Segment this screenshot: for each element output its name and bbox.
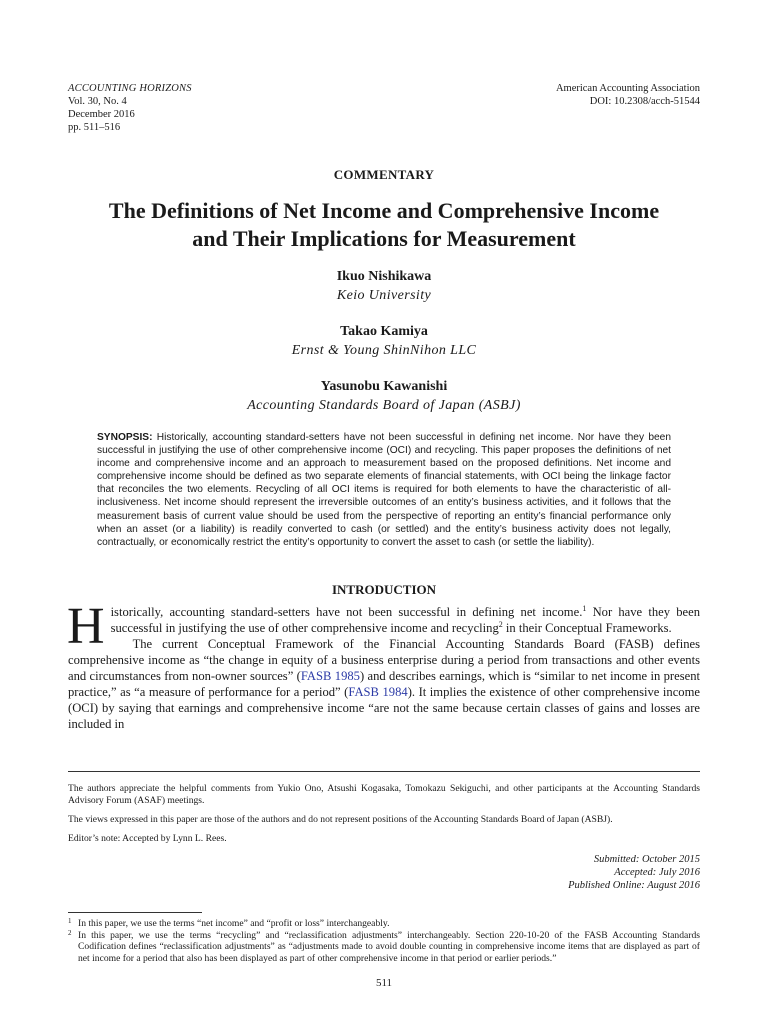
footnote-ref[interactable]: 1 [582, 603, 587, 613]
submission-dates [568, 853, 700, 892]
page-number: 511 [375, 977, 393, 989]
text-run: ). It implies the existence of other comprehensive income (OCI) by saying that earnings and comprehensive income “are not the same because certain classes of gains and losses are included in [68, 685, 700, 731]
accepted-date: Accepted: July 2016 [614, 867, 700, 878]
introduction-body [67, 598, 700, 732]
drop-cap: H [67, 598, 105, 655]
author-name: Ikuo Nishikawa [336, 269, 432, 284]
text-run: istorically, accounting standard-setters have not been successful in defining net income. [110, 605, 583, 619]
volume-issue: Vol. 30, No. 4 [68, 96, 127, 107]
footnote-ref[interactable]: 2 [498, 619, 503, 629]
title-line-2: and Their Implications for Measurement [192, 226, 576, 251]
article-title [60, 197, 708, 253]
issue-date: December 2016 [68, 109, 135, 120]
text-run: The current Conceptual Framework of the Financial Accounting Standards Board (FASB) defines comprehensive income as “the change in equity of a business enterprise during a period from transactions and other events and circumstances from non-owner sources” ( [68, 637, 700, 683]
author-affiliation: Keio University [336, 288, 432, 303]
footnote-text: In this paper, we use the terms “recycling” and “reclassification adjustments” interchangeably. Section 220-10-20 of the FASB Accounting Standards Codification defines “reclassification adjustments” as “adjustments made to avoid double counting in comprehensive income items that are displayed as part of net income for a period that also has been displayed as part of other comprehensive income in that period or earlier periods.” [78, 929, 700, 964]
footnote-number: 1 [68, 917, 72, 925]
title-line-1: The Definitions of Net Income and Comprehensive Income [108, 198, 660, 223]
footnote [68, 930, 700, 965]
citation-link[interactable]: FASB 1984 [348, 685, 408, 699]
paragraph [67, 598, 700, 655]
footnote [68, 918, 700, 930]
divider [68, 771, 700, 772]
footnote-divider [68, 912, 202, 913]
author-notes [68, 783, 700, 852]
author-name: Takao Kamiya [340, 324, 428, 339]
submitted-date: Submitted: October 2015 [593, 854, 700, 865]
introduction-heading: INTRODUCTION [331, 582, 436, 597]
synopsis-text: Historically, accounting standard-setters have not been successful in defining net income. Nor have they been successful in justifying the use of other comprehensive income (OCI) and recycling. This paper proposes the definitions of net income and comprehensive income and an approach to measurement based on the proposed definitions. Net income and comprehensive income should be defined as two separate elements of financial statements, with OCI being the linkage factor that reconciles the two elements. Recycling of all OCI items is required for both elements to have the characteristic of all-inclusiveness. Net income should represent the irreversible outcomes of an entity’s business activities, and it follows that the measurement basis of current value should be used from the perspective of reporting an entity’s financial performance only when an asset (or a liability) is readily converted to cash (or settled) and the entity’s business activity does not legally, contractually, or economically restrict the entity’s opportunity to convert the asset to cash (or settle the liability). [97, 432, 671, 548]
publisher-name: American Accounting Association [555, 83, 700, 94]
citation-link[interactable]: FASB 1985 [300, 669, 360, 683]
publisher-info [556, 82, 700, 108]
author-block [0, 322, 768, 360]
journal-info [68, 82, 192, 134]
author-block [0, 377, 768, 415]
disclaimer: The views expressed in this paper are those of the authors and do not represent positions of the Accounting Standards Board of Japan (ASBJ). [68, 814, 613, 825]
footnote-text: In this paper, we use the terms “net income” and “profit or loss” interchangeably. [78, 918, 390, 929]
text-run: in their Conceptual Frameworks. [502, 621, 672, 635]
text-run: ) and describes earnings, which is “similar to net income in present practice,” as “a measure of performance for a period” ( [68, 669, 700, 699]
published-date: Published Online: August 2016 [568, 880, 700, 891]
acknowledgment: The authors appreciate the helpful comments from Yukio Ono, Atsushi Kogasaka, Tomokazu Sekiguchi, and other participants at the Accounting Standards Advisory Forum (ASAF) meetings. [68, 783, 700, 806]
paragraph [68, 636, 700, 732]
journal-name: ACCOUNTING HORIZONS [68, 83, 192, 94]
author-affiliation: Accounting Standards Board of Japan (ASBJ) [247, 398, 521, 413]
synopsis [97, 431, 671, 549]
author-name: Yasunobu Kawanishi [320, 379, 448, 394]
author-affiliation: Ernst & Young ShinNihon LLC [291, 343, 477, 358]
section-label: COMMENTARY [333, 167, 435, 182]
text-run: Nor have they been successful in justifying the use of other comprehensive income and recycling [110, 605, 700, 635]
synopsis-label: SYNOPSIS: [97, 432, 153, 443]
footnote-number: 2 [68, 928, 72, 937]
editor-note: Editor’s note: Accepted by Lynn L. Rees. [68, 833, 227, 844]
page-range: pp. 511–516 [68, 122, 121, 133]
footnotes [68, 918, 700, 964]
author-block [0, 267, 768, 305]
doi: DOI: 10.2308/acch-51544 [589, 96, 700, 107]
